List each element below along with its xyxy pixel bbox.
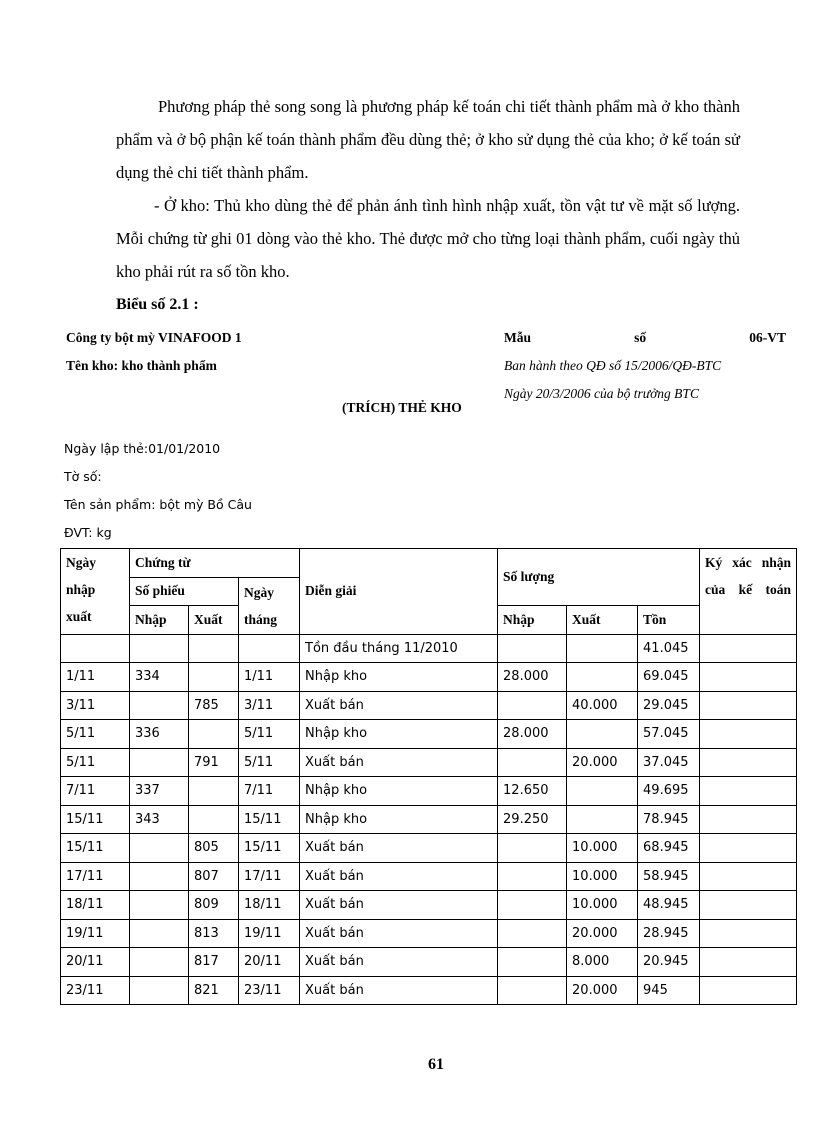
cell-voucher-in: 334 — [130, 663, 189, 692]
cell-date: 19/11 — [61, 919, 130, 948]
cell-voucher-out: 809 — [189, 891, 239, 920]
cell-qty-in: 12.650 — [498, 777, 567, 806]
cell-voucher-in — [130, 948, 189, 977]
cell-qty-out — [567, 805, 638, 834]
cell-voucher-date: 5/11 — [239, 720, 300, 749]
cell-confirm — [700, 891, 797, 920]
cell-confirm — [700, 919, 797, 948]
cell-voucher-in — [130, 891, 189, 920]
cell-qty-balance: 29.045 — [638, 691, 700, 720]
cell-confirm — [700, 720, 797, 749]
cell-confirm — [700, 748, 797, 777]
cell-voucher-date: 15/11 — [239, 834, 300, 863]
cell-date: 20/11 — [61, 948, 130, 977]
stock-card-table — [60, 548, 797, 1005]
cell-qty-balance: 68.945 — [638, 834, 700, 863]
cell-voucher-in — [130, 834, 189, 863]
cell-confirm — [700, 948, 797, 977]
cell-qty-out — [567, 634, 638, 663]
cell-confirm — [700, 777, 797, 806]
cell-qty-balance: 37.045 — [638, 748, 700, 777]
cell-confirm — [700, 634, 797, 663]
cell-qty-in — [498, 948, 567, 977]
cell-voucher-date: 18/11 — [239, 891, 300, 920]
cell-qty-balance: 49.695 — [638, 777, 700, 806]
cell-voucher-date: 19/11 — [239, 919, 300, 948]
cell-voucher-out — [189, 663, 239, 692]
cell-qty-out: 8.000 — [567, 948, 638, 977]
form-word: 06-VT — [749, 330, 786, 345]
col-header-voucher-in: Nhập — [130, 606, 189, 635]
table-row — [61, 919, 797, 948]
cell-description: Xuất bán — [300, 919, 498, 948]
cell-qty-out: 10.000 — [567, 834, 638, 863]
cell-qty-out — [567, 720, 638, 749]
bieu-so-label: Biểu số 2.1 : — [116, 296, 199, 313]
cell-qty-out: 20.000 — [567, 919, 638, 948]
cell-date: 1/11 — [61, 663, 130, 692]
cell-description: Xuất bán — [300, 834, 498, 863]
table-row — [61, 720, 797, 749]
cell-description: Xuất bán — [300, 691, 498, 720]
cell-qty-in — [498, 748, 567, 777]
cell-voucher-in — [130, 976, 189, 1005]
company-name: Công ty bột mỳ VINAFOOD 1 — [66, 330, 242, 345]
table-row — [61, 891, 797, 920]
cell-description: Xuất bán — [300, 862, 498, 891]
warehouse-paragraph: - Ở kho: Thủ kho dùng thẻ để phản ánh tình hình nhập xuất, tồn vật tư về mặt số lượng. Mỗi chứng từ ghi 01 dòng vào thẻ kho. Thẻ được mở cho từng loại thành phẩm, cuối ngày thủ kho phải rút ra số tồn kho. — [116, 196, 740, 281]
decree-date: Ngày 20/3/2006 của bộ trưởng BTC — [504, 386, 699, 401]
cell-voucher-in — [130, 862, 189, 891]
cell-voucher-out: 807 — [189, 862, 239, 891]
cell-voucher-out: 785 — [189, 691, 239, 720]
cell-confirm — [700, 834, 797, 863]
col-header-voucher-out: Xuất — [189, 606, 239, 635]
col-header-description: Diễn giải — [300, 549, 498, 635]
table-row — [61, 777, 797, 806]
cell-qty-in — [498, 691, 567, 720]
cell-qty-in — [498, 891, 567, 920]
col-header-quantity: Số lượng — [498, 549, 700, 606]
cell-qty-in — [498, 976, 567, 1005]
warehouse-name: Tên kho: kho thành phẩm — [66, 358, 217, 373]
cell-qty-out: 10.000 — [567, 862, 638, 891]
col-header-voucher-date: Ngày tháng — [239, 577, 300, 634]
cell-qty-out: 20.000 — [567, 976, 638, 1005]
cell-description: Xuất bán — [300, 976, 498, 1005]
cell-confirm — [700, 805, 797, 834]
col-header-date: Ngày nhập xuất — [61, 549, 130, 635]
cell-qty-balance: 48.945 — [638, 891, 700, 920]
cell-date: 23/11 — [61, 976, 130, 1005]
cell-date: 7/11 — [61, 777, 130, 806]
cell-description: Xuất bán — [300, 748, 498, 777]
cell-voucher-out — [189, 777, 239, 806]
cell-description: Nhập kho — [300, 805, 498, 834]
cell-voucher-in: 337 — [130, 777, 189, 806]
cell-date: 15/11 — [61, 805, 130, 834]
date-created: Ngày lập thẻ:01/01/2010 — [64, 441, 221, 456]
cell-confirm — [700, 691, 797, 720]
cell-qty-in — [498, 862, 567, 891]
page-number: 61 — [428, 1056, 444, 1073]
cell-date: 5/11 — [61, 720, 130, 749]
cell-qty-out — [567, 777, 638, 806]
cell-qty-balance: 57.045 — [638, 720, 700, 749]
cell-qty-balance: 58.945 — [638, 862, 700, 891]
cell-qty-in — [498, 919, 567, 948]
cell-description: Xuất bán — [300, 948, 498, 977]
cell-voucher-date: 23/11 — [239, 976, 300, 1005]
cell-date: 3/11 — [61, 691, 130, 720]
cell-date: 17/11 — [61, 862, 130, 891]
cell-voucher-date: 5/11 — [239, 748, 300, 777]
cell-voucher-date: 20/11 — [239, 948, 300, 977]
table-row — [61, 976, 797, 1005]
cell-voucher-in: 336 — [130, 720, 189, 749]
cell-qty-out: 20.000 — [567, 748, 638, 777]
col-header-qty-in: Nhập — [498, 606, 567, 635]
cell-date: 15/11 — [61, 834, 130, 863]
cell-description: Nhập kho — [300, 777, 498, 806]
cell-confirm — [700, 976, 797, 1005]
col-header-voucher-no: Số phiếu — [130, 577, 239, 606]
cell-voucher-out: 813 — [189, 919, 239, 948]
form-number — [504, 330, 786, 346]
table-row — [61, 748, 797, 777]
cell-voucher-in: 343 — [130, 805, 189, 834]
cell-voucher-out — [189, 805, 239, 834]
cell-qty-balance: 69.045 — [638, 663, 700, 692]
header-row — [61, 549, 797, 578]
table-row — [61, 948, 797, 977]
cell-qty-in: 29.250 — [498, 805, 567, 834]
table-row — [61, 834, 797, 863]
cell-qty-out: 10.000 — [567, 891, 638, 920]
cell-description: Nhập kho — [300, 663, 498, 692]
cell-date: 18/11 — [61, 891, 130, 920]
table-row — [61, 862, 797, 891]
col-header-qty-out: Xuất — [567, 606, 638, 635]
cell-qty-balance: 78.945 — [638, 805, 700, 834]
cell-qty-balance: 41.045 — [638, 634, 700, 663]
cell-voucher-out — [189, 634, 239, 663]
cell-description: Nhập kho — [300, 720, 498, 749]
cell-voucher-date: 17/11 — [239, 862, 300, 891]
cell-description: Xuất bán — [300, 891, 498, 920]
col-header-confirm: Ký xác nhận của kế toán — [700, 549, 797, 635]
table-row — [61, 691, 797, 720]
form-word: số — [634, 330, 647, 345]
col-header-qty-balance: Tồn — [638, 606, 700, 635]
cell-qty-balance: 20.945 — [638, 948, 700, 977]
cell-voucher-out — [189, 720, 239, 749]
cell-voucher-date: 1/11 — [239, 663, 300, 692]
cell-date — [61, 634, 130, 663]
table-row — [61, 663, 797, 692]
cell-voucher-out: 817 — [189, 948, 239, 977]
cell-voucher-date — [239, 634, 300, 663]
cell-qty-out — [567, 663, 638, 692]
cell-voucher-out: 805 — [189, 834, 239, 863]
cell-voucher-out: 821 — [189, 976, 239, 1005]
cell-voucher-out: 791 — [189, 748, 239, 777]
cell-qty-in: 28.000 — [498, 663, 567, 692]
cell-voucher-in — [130, 634, 189, 663]
cell-voucher-date: 7/11 — [239, 777, 300, 806]
product-name: Tên sản phẩm: bột mỳ Bồ Câu — [64, 497, 252, 512]
cell-voucher-date: 15/11 — [239, 805, 300, 834]
unit-of-measure: ĐVT: kg — [64, 525, 112, 540]
cell-qty-balance: 28.945 — [638, 919, 700, 948]
table-row — [61, 634, 797, 663]
cell-qty-in — [498, 634, 567, 663]
cell-qty-in — [498, 834, 567, 863]
decree-line: Ban hành theo QĐ số 15/2006/QĐ-BTC — [504, 358, 722, 373]
cell-confirm — [700, 663, 797, 692]
cell-voucher-in — [130, 691, 189, 720]
cell-description: Tồn đầu tháng 11/2010 — [300, 634, 498, 663]
cell-confirm — [700, 862, 797, 891]
form-word: Mẫu — [504, 330, 531, 345]
table-row — [61, 805, 797, 834]
cell-voucher-in — [130, 748, 189, 777]
cell-voucher-date: 3/11 — [239, 691, 300, 720]
cell-voucher-in — [130, 919, 189, 948]
cell-qty-in: 28.000 — [498, 720, 567, 749]
cell-date: 5/11 — [61, 748, 130, 777]
cell-qty-out: 40.000 — [567, 691, 638, 720]
col-header-voucher: Chứng từ — [130, 549, 300, 578]
cell-qty-balance: 945 — [638, 976, 700, 1005]
intro-paragraph: Phương pháp thẻ song song là phương pháp kế toán chi tiết thành phẩm mà ở kho thành phẩm và ở bộ phận kế toán thành phẩm đều dùng thẻ; ở kho sử dụng thẻ của kho; ở kế toán sử dụng thẻ chi tiết thành phẩm. — [116, 97, 740, 182]
sheet-number: Tờ số: — [64, 469, 102, 484]
document-title: (TRÍCH) THẺ KHO — [342, 400, 462, 415]
